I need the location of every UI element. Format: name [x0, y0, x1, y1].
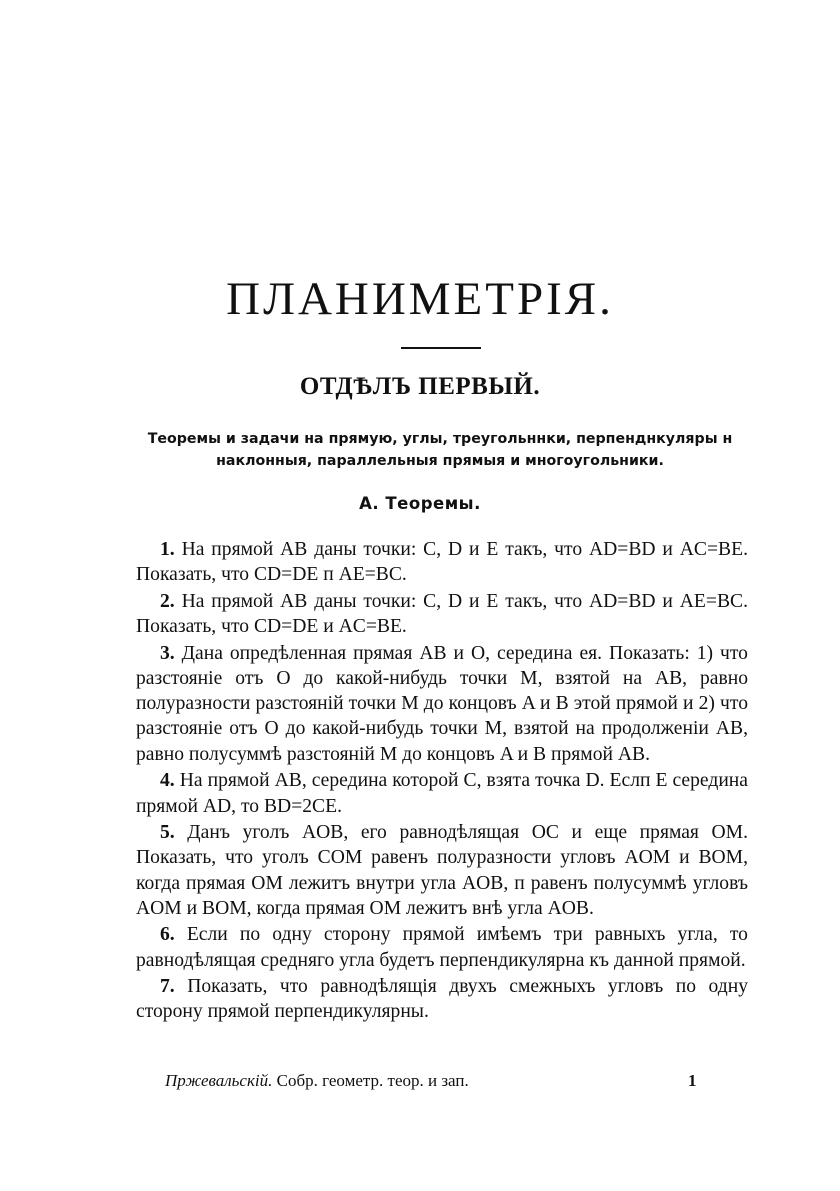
- theorem-text: На прямой AB даны точки: C, D и E такъ, что AD=BD и AE=BC. Показать, что CD=DE и AC=BE.: [136, 590, 748, 638]
- theorem-6: [136, 922, 748, 973]
- theorem-1: [136, 537, 748, 588]
- theorem-list: [136, 537, 748, 1026]
- theorem-3: [136, 641, 748, 767]
- footer-author: Пржевальскій.: [165, 1071, 273, 1090]
- title-divider: [401, 347, 481, 349]
- footer-book-title: Собр. геометр. теор. и зап.: [276, 1071, 469, 1090]
- theorem-number: 2.: [160, 590, 175, 612]
- page-footer: [165, 1072, 695, 1089]
- theorem-2: [136, 589, 748, 640]
- section-title: ОТДѢЛЪ ПЕРВЫЙ.: [299, 373, 541, 400]
- theorem-text: На прямой AB даны точки: C, D и E такъ, что AD=BD и AC=BE. Показать, что CD=DE п AE=BC.: [136, 539, 748, 586]
- theorem-number: 5.: [160, 822, 175, 844]
- theorem-5: [136, 820, 748, 921]
- main-title: ПЛАНИМЕТРІЯ.: [226, 273, 614, 325]
- theorem-text: На прямой AB, середина которой C, взята точка D. Еслп E середина прямой AD, то BD=2CE.: [136, 770, 748, 817]
- theorem-text: Показать, что равнодѣлящія двухъ смежныхъ угловъ по одну сторону прямой перпендикулярны.: [136, 976, 748, 1023]
- section-description: Теоремы и задачи на прямую, углы, треугольннки, перпенднкуляры н наклонныя, параллельныя прямыя и многоугольники.: [147, 431, 733, 469]
- theorem-number: 3.: [160, 642, 175, 664]
- theorem-text: Данъ уголъ AOB, его равнодѣлящая OC и еще прямая OM. Показать, что уголъ COM равенъ полуразности угловъ AOM и BOM, когда прямая OM лежитъ внутри угла AOB, п равенъ полусуммѣ угловъ AOM и BOM, когда прямая OM лежитъ внѣ угла AOB.: [136, 822, 748, 919]
- page-number: 1: [688, 1071, 697, 1090]
- theorem-number: 7.: [160, 976, 175, 998]
- theorem-4: [136, 768, 748, 819]
- theorem-7: [136, 974, 748, 1025]
- theorem-text: Дана опредѣленная прямая AB и O, середина ея. Показать: 1) что разстояніе отъ O до какой-нибудь точки M, взятой на AB, равно полуразности разстояній точки M до концовъ A и B этой прямой и 2) что разстояніе отъ O до какой-нибудь точки M, взятой на продолженіи AB, равно полусуммѣ разстояній M до концовъ A и B прямой AB.: [136, 642, 748, 765]
- theorem-number: 6.: [160, 924, 175, 946]
- theorem-number: 4.: [160, 770, 175, 792]
- theorem-text: Если по одну сторону прямой имѣемъ три равныхъ угла, то равнодѣлящая средняго угла будетъ перпендикулярна къ данной прямой.: [136, 924, 748, 971]
- theorem-number: 1.: [160, 539, 175, 560]
- subsection-title: А. Теоремы.: [359, 494, 481, 513]
